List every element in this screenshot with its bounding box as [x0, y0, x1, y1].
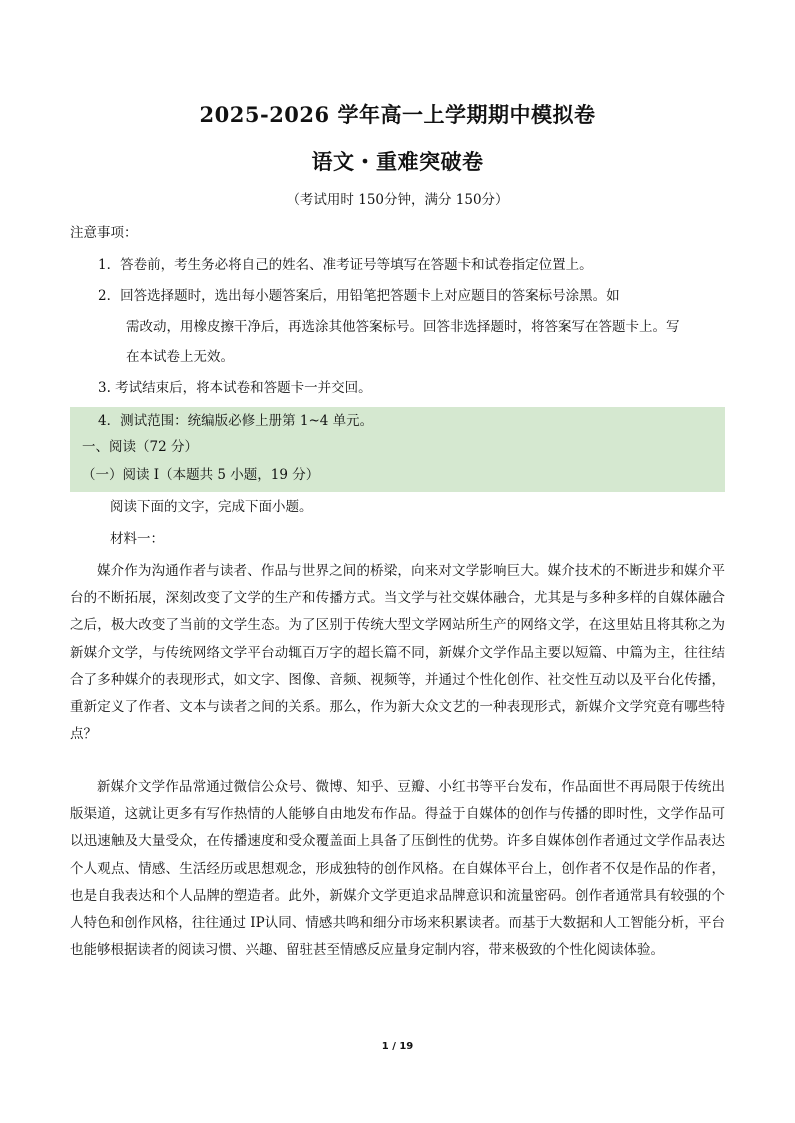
exam-subtitle: 语文・重难突破卷	[311, 149, 484, 174]
notice-item-1: 1．答卷前，考生务必将自己的姓名、准考证号等填写在答题卡和试卷指定位置上。	[98, 257, 593, 273]
section-heading: 一、阅读（72 分）	[82, 439, 198, 455]
notice-item-2-line-1: 2．回答选择题时，选出每小题答案后，用铅笔把答题卡上对应题目的答案标号涂黑。如	[98, 288, 620, 304]
notice-item-4: 4．测试范围：统编版必修上册第 1~4 单元。	[98, 413, 374, 429]
exam-info: （考试用时 150分钟，满分 150分）	[286, 192, 509, 208]
notice-heading: 注意事项：	[70, 225, 138, 241]
body-paragraph-2: 新媒介文学作品常通过微信公众号、微博、知乎、豆瓣、小红书等平台发布，作品面世不再局限于传统出版渠道，这就让更多有写作热情的人能够自由地发布作品。得益于自媒体的创作与传播的即时性，文学作品可以迅速触及大量受众，在传播速度和受众覆盖面上具备了压倒性的优势。许多自媒体创作者通过文学作品表达个人观点、情感、生活经历或思想观念，形成独特的创作风格。在自媒体平台上，创作者不仅是作品的作者，也是自我表达和个人品牌的塑造者。此外，新媒介文学更追求品牌意识和流量密码。创作者通常具有较强的个人特色和创作风格，往往通过 IP认同、情感共鸣和细分市场来积累读者。而基于大数据和人工智能分析，平台也能够根据读者的阅读习惯、兴趣、留驻甚至情感反应量身定制内容，带来极致的个性化阅读体验。	[70, 779, 725, 959]
reading-instruction: 阅读下面的文字，完成下面小题。	[110, 499, 313, 515]
notice-item-3: 3. 考试结束后，将本试卷和答题卡一并交回。	[98, 380, 372, 396]
body-paragraph-1: 媒介作为沟通作者与读者、作品与世界之间的桥梁，向来对文学影响巨大。媒介技术的不断进步和媒介平台的不断拓展，深刻改变了文学的生产和传播方式。当文学与社交媒体融合，尤其是与多种多样的自媒体融合之后，极大改变了当前的文学生态。为了区别于传统大型文学网站所生产的网络文学，在这里姑且将其称之为新媒介文学，与传统网络文学平台动辄百万字的超长篇不同，新媒介文学作品主要以短篇、中篇为主，往往结合了多种媒介的表现形式，如文字、图像、音频、视频等，并通过个性化创作、社交性互动以及平台化传播，重新定义了作者、文本与读者之间的关系。那么，作为新大众文艺的一种表现形式，新媒介文学究竟有哪些特点？	[70, 563, 725, 743]
page-number: 1 / 19	[381, 1041, 414, 1052]
notice-item-2-line-3: 在本试卷上无效。	[126, 349, 234, 365]
material-label: 材料一：	[110, 531, 164, 547]
subsection-heading: （一）阅读 I（本题共 5 小题，19 分）	[82, 467, 320, 483]
notice-item-2-line-2: 需改动，用橡皮擦干净后，再选涂其他答案标号。回答非选择题时，将答案写在答题卡上。写	[126, 319, 680, 335]
exam-title: 2025-2026 学年高一上学期期中模拟卷	[199, 102, 596, 127]
